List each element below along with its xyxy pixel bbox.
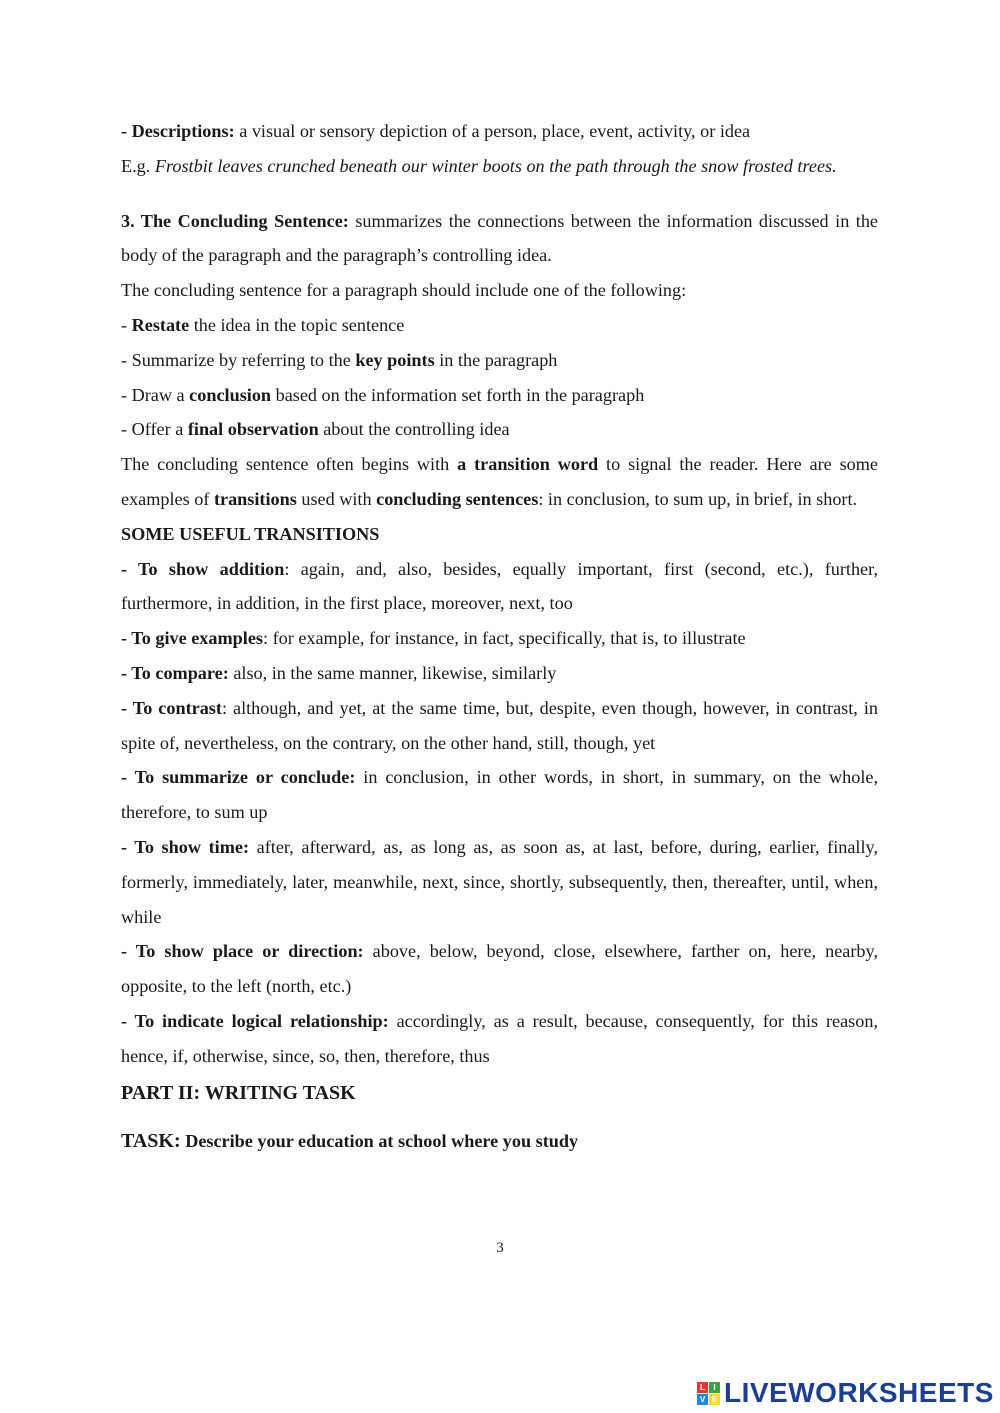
concluding-bullet-restate [121,308,878,343]
transitions-heading [121,517,878,552]
concluding-heading-rest: summarizes the connections between the information discussed in the body of the paragraph and the paragraph’s controlling idea. [121,210,878,266]
transition-text: also, in the same manner, likewise, similarly [228,662,557,683]
descriptions-text: a visual or sensory depiction of a person, place, event, activity, or idea [234,121,751,141]
transition-text: : although, and yet, at the same time, but, despite, even though, however, in contrast, in spite of, nevertheless, on the contrary, on the other hand, still, though, yet [121,697,878,753]
bullet-text: the idea in the topic sentence [189,314,405,335]
descriptions-line [121,114,878,149]
part-title: PART II: WRITING TASK [121,1081,356,1104]
transition-addition [121,552,878,622]
bullet-text: about the controlling idea [318,419,510,440]
concluding-bullet-summarize [121,343,878,378]
example-text: Frostbit leaves crunched beneath our winter boots on the path through the snow frosted trees. [154,155,837,176]
transition-examples [121,621,878,656]
transition-label: - To show place or direction: [121,941,364,962]
transition-label: - To show time: [121,836,249,857]
bullet-bold: Restate [131,314,190,335]
bullet-bold: key points [355,349,435,370]
section-heading: SOME USEFUL TRANSITIONS [121,523,380,544]
transition-summarize [121,760,878,830]
transition-label: - To compare: [121,662,229,683]
transition-text: in conclusion, in other words, in short, in summary, on the whole, therefore, to sum up [121,767,878,823]
transition-time [121,830,878,934]
transition-label: - To summarize or conclude: [121,767,356,788]
bullet-bold: final observation [187,419,319,440]
transition-text: accordingly, as a result, because, consequently, for this reason, hence, if, otherwise, since, so, then, therefore, thus [121,1010,878,1066]
paragraph-text: used with [296,488,377,509]
logo-block: L [697,1382,708,1393]
bullet-text: - [121,314,132,335]
logo-block: V [697,1394,708,1405]
logo-text: LIVEWORKSHEETS [724,1377,994,1408]
logo-blocks-icon [697,1382,720,1405]
transition-compare [121,656,878,691]
transition-text: : for example, for instance, in fact, specifically, that is, to illustrate [262,628,746,649]
concluding-bullet-observation [121,412,878,447]
transition-logical [121,1004,878,1074]
task-line [121,1124,878,1159]
bullet-text: based on the information set forth in the paragraph [271,384,645,405]
transition-label: - To give examples [121,628,263,649]
paragraph-text: : in conclusion, to sum up, in brief, in short. [538,488,858,509]
paragraph-text: The concluding sentence often begins with [121,454,458,475]
bullet-bold: conclusion [189,384,272,405]
example-prefix: E.g. [121,155,155,176]
bullet-text: - Draw a [121,384,190,405]
page-number: 3 [496,1240,504,1256]
bullet-text: - Offer a [121,419,188,440]
concluding-heading-paragraph [121,204,878,274]
logo-block: E [709,1394,720,1405]
logo-block: I [709,1382,720,1393]
concluding-heading: 3. The Concluding Sentence: [121,210,349,231]
task-label: TASK: [121,1129,181,1152]
concluding-bullet-conclusion [121,378,878,413]
transition-text: above, below, beyond, close, elsewhere, farther on, here, nearby, opposite, to the left (north, etc.) [121,941,878,997]
descriptions-label: - Descriptions: [121,121,235,141]
transition-label: - To indicate logical relationship: [121,1010,389,1031]
paragraph-text: to signal the reader. Here are some examples of [121,454,878,509]
task-text: Describe your education at school where you study [180,1130,579,1151]
concluding-transition-paragraph [121,447,878,517]
liveworksheets-logo [697,1376,994,1410]
descriptions-example [121,149,878,184]
bullet-text: - Summarize by referring to the [121,349,356,370]
transition-text: : again, and, also, besides, equally important, first (second, etc.), further, furthermore, in addition, in the first place, moreover, next, too [121,558,878,614]
transition-label: - To show addition [121,558,285,579]
bullet-text: in the paragraph [434,349,558,370]
paragraph-bold: concluding sentences [376,488,539,509]
paragraph-bold: a transition word [457,454,599,475]
paragraph-bold: transitions [213,488,297,509]
concluding-intro: The concluding sentence for a paragraph should include one of the following: [121,280,687,301]
transition-place [121,934,878,1004]
page-content [121,114,878,1158]
transition-text: after, afterward, as, as long as, as soon as, at last, before, during, earlier, finally, formerly, immediately, later, meanwhile, next, since, shortly, subsequently, then, thereafter, until, when, while [121,836,878,927]
transition-label: - To contrast [121,697,222,718]
transition-contrast [121,691,878,761]
